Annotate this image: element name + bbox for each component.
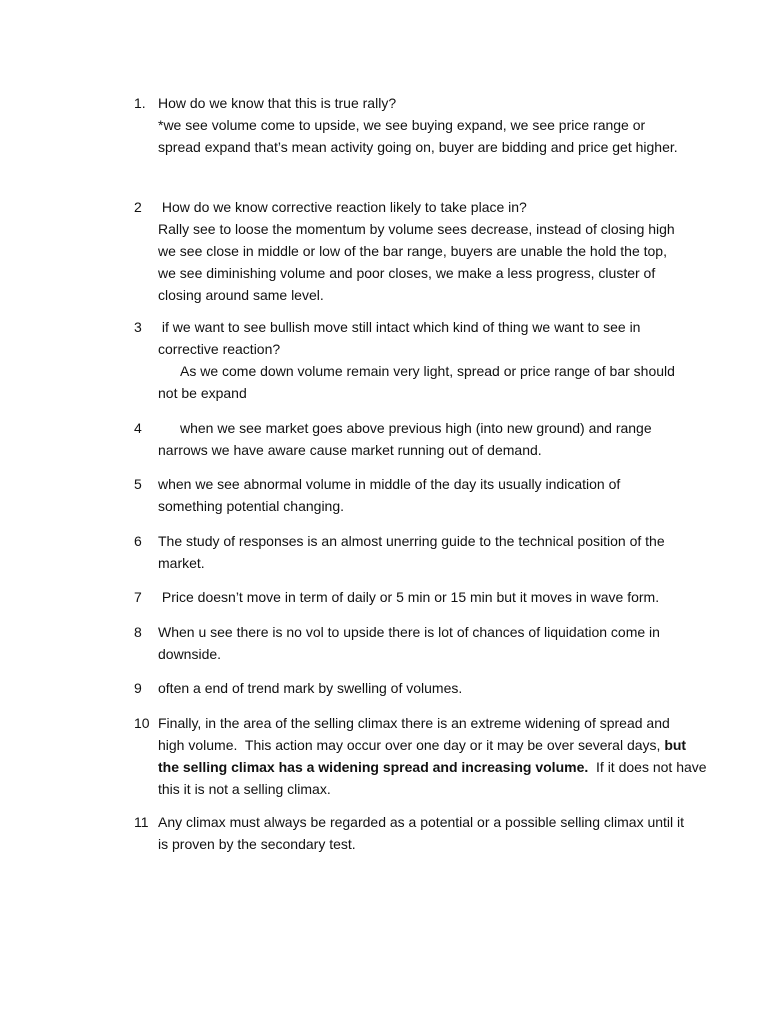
item-number: 6: [134, 533, 142, 549]
list-item-8: [134, 621, 694, 665]
item-text-line: closing around same level.: [158, 287, 324, 303]
item-text-bold: the selling climax has a widening spread and increasing volume.: [158, 759, 589, 775]
item-text-line: *we see volume come to upside, we see buying expand, we see price range or: [158, 117, 646, 133]
item-text-line: [158, 734, 694, 756]
item-number: 11: [134, 814, 149, 830]
item-text-line: As we come down volume remain very light, spread or price range of bar should: [180, 363, 675, 379]
item-text-line: corrective reaction?: [158, 341, 281, 357]
item-text-line: not be expand: [158, 385, 247, 401]
item-number: 4: [134, 420, 142, 436]
item-text-bold: but: [664, 737, 687, 753]
item-text-line: [158, 756, 707, 778]
item-text-line: this it is not a selling climax.: [158, 781, 331, 797]
item-number: 1.: [134, 95, 146, 111]
list-item-11: [134, 811, 694, 855]
item-text-line: When u see there is no vol to upside there is lot of chances of liquidation come in: [158, 624, 660, 640]
item-text-line: Price doesn’t move in term of daily or 5 min or 15 min but it moves in wave form.: [158, 589, 660, 605]
item-text-line: downside.: [158, 646, 222, 662]
item-number: 10: [134, 715, 150, 731]
item-question: How do we know corrective reaction likely to take place in?: [158, 199, 527, 215]
item-text-normal: If it does not have: [588, 759, 707, 775]
item-text-line: we see diminishing volume and poor closes, we make a less progress, cluster of: [158, 265, 656, 281]
list-item-5: [134, 473, 694, 517]
list-item-7: [134, 586, 694, 608]
list-item-4: [134, 417, 694, 461]
item-text-line: Any climax must always be regarded as a potential or a possible selling climax until it: [158, 814, 685, 830]
item-number: 3: [134, 319, 142, 335]
item-number: 8: [134, 624, 142, 640]
item-text-line: spread expand that’s mean activity going on, buyer are bidding and price get higher.: [158, 139, 678, 155]
item-question: How do we know that this is true rally?: [158, 95, 397, 111]
item-question: if we want to see bullish move still intact which kind of thing we want to see in: [158, 319, 641, 335]
item-text-line: we see close in middle or low of the bar range, buyers are unable the hold the top,: [158, 243, 667, 259]
list-item-10: [134, 712, 707, 800]
item-text-line: is proven by the secondary test.: [158, 836, 356, 852]
item-text-line: narrows we have aware cause market running out of demand.: [158, 442, 542, 458]
item-text-line: often a end of trend mark by swelling of volumes.: [158, 680, 463, 696]
item-number: 9: [134, 680, 142, 696]
list-item-1: [134, 92, 694, 158]
list-item-2: [134, 196, 694, 306]
item-text-line: The study of responses is an almost unerring guide to the technical position of the: [158, 533, 665, 549]
item-number: 2: [134, 199, 142, 215]
item-number: 7: [134, 589, 142, 605]
item-text-line: market.: [158, 555, 205, 571]
list-item-6: [134, 530, 694, 574]
item-text-line: when we see abnormal volume in middle of the day its usually indication of: [158, 476, 621, 492]
list-item-9: [134, 677, 694, 699]
item-text-normal: high volume. This action may occur over one day or it may be over several days,: [158, 737, 665, 753]
item-text-line: Finally, in the area of the selling climax there is an extreme widening of spread and: [158, 715, 670, 731]
item-text-line: Rally see to loose the momentum by volume sees decrease, instead of closing high: [158, 221, 675, 237]
item-number: 5: [134, 476, 142, 492]
list-item-3: [134, 316, 694, 404]
item-text-line: when we see market goes above previous high (into new ground) and range: [180, 420, 652, 436]
item-text-line: something potential changing.: [158, 498, 345, 514]
